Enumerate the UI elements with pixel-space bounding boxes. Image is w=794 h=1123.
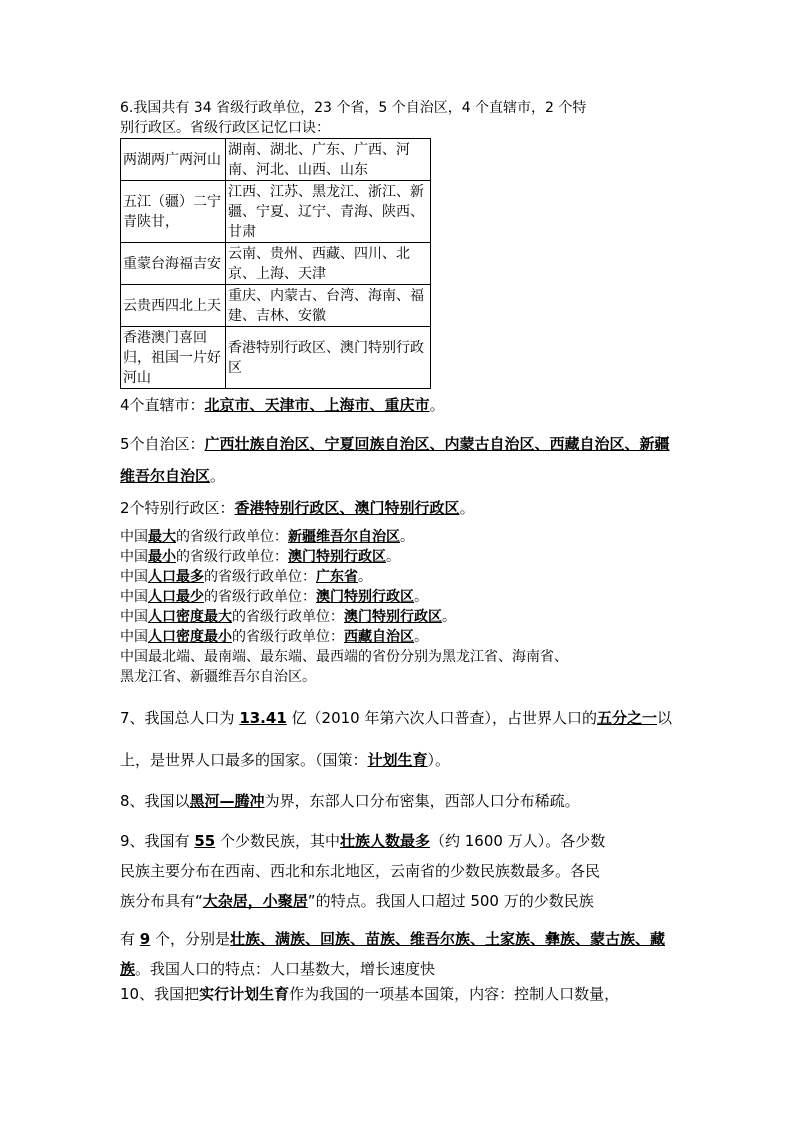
label: 2个特别行政区： xyxy=(120,499,235,517)
province-cell: 湖南、湖北、广东、广西、河南、河北、山西、山东 xyxy=(226,139,431,181)
document-page xyxy=(120,98,680,1005)
province-cell: 香港特别行政区、澳门特别行政区 xyxy=(226,327,431,389)
sar-list: 香港特别行政区、澳门特别行政区 xyxy=(234,499,460,517)
text: ）。 xyxy=(427,751,451,769)
text: 民族主要分布在西南、西北和东北地区，云南省的少数民族数最多。各民 xyxy=(120,862,601,880)
text: （约 1600 万人）。各少数 xyxy=(429,832,606,850)
facts-list xyxy=(120,527,680,687)
text: 中国 xyxy=(120,549,148,565)
text: 中国 xyxy=(120,629,148,645)
keyword: 最大 xyxy=(148,529,176,545)
list-item xyxy=(120,607,680,627)
text: 中国 xyxy=(120,569,148,585)
para-9-cont xyxy=(120,924,680,984)
province-cell: 江西、江苏、黑龙江、浙江、新疆、宁夏、辽宁、青海、陕西、甘肃 xyxy=(226,181,431,243)
municipalities-list: 北京市、天津市、上海市、重庆市 xyxy=(204,396,430,414)
population-value: 13.41 xyxy=(239,709,287,727)
table-row xyxy=(121,181,431,243)
minority-count: 55 xyxy=(194,832,216,850)
answer: 广东省 xyxy=(316,569,358,585)
para-10 xyxy=(120,984,680,1005)
text: 作为我国的一项基本国策，内容：控制人口数量， xyxy=(289,985,620,1003)
para-8 xyxy=(120,791,680,812)
extreme-points-line2: 黑龙江省、新疆维吾尔自治区。 xyxy=(120,669,316,685)
text: 以上，是世界人口最多的国家。（国策： xyxy=(120,709,673,769)
text: 族分布具有“ xyxy=(120,892,203,910)
text: 的省级行政单位： xyxy=(176,529,288,545)
text: 为界，东部人口分布密集，西部人口分布稀疏。 xyxy=(264,792,580,810)
table-row xyxy=(121,139,431,181)
list-item xyxy=(120,627,680,647)
text: 个少数民族，其中 xyxy=(215,832,340,850)
list-item xyxy=(120,527,680,547)
autonomous-regions-list: 广西壮族自治区、宁夏回族自治区、内蒙古自治区、西藏自治区、新疆维吾尔自治区 xyxy=(120,435,670,485)
keyword: 人口密度最大 xyxy=(148,609,232,625)
fraction-part: 分之一 xyxy=(612,709,658,727)
answer: 西藏自治区 xyxy=(344,629,414,645)
punct: 。 xyxy=(414,589,428,605)
punct: 。 xyxy=(400,529,414,545)
ethnic-groups-list: 壮族、满族、回族、苗族、维吾尔族、土家族、彝族、蒙古族、藏族 xyxy=(120,930,666,978)
table-row xyxy=(121,285,431,327)
policy: 实行计划生育 xyxy=(199,985,290,1003)
policy: 计划生育 xyxy=(367,751,428,769)
list-item xyxy=(120,587,680,607)
text: 的省级行政单位： xyxy=(204,589,316,605)
text: 9、我国有 xyxy=(120,832,195,850)
label: 5个自治区： xyxy=(120,435,205,453)
punct: 。 xyxy=(210,467,226,485)
list-item xyxy=(120,567,680,587)
para-6-line1: 6.我国共有 34 省级行政单位，23 个省，5 个自治区，4 个直辖市，2 个特 xyxy=(120,100,587,116)
punct: 。 xyxy=(442,609,456,625)
table-row xyxy=(121,243,431,285)
boundary-line: 黑河—腾冲 xyxy=(189,792,265,810)
mnemonic-table xyxy=(120,138,431,389)
extreme-points-line1: 中国最北端、最南端、最东端、最西端的省份分别为黑龙江省、海南省、 xyxy=(120,649,568,665)
count-9: 9 xyxy=(139,930,151,948)
answer: 澳门特别行政区 xyxy=(288,549,386,565)
para-6-line2: 别行政区。省级行政区记忆口诀： xyxy=(120,120,330,136)
fraction-part: 五 xyxy=(596,709,612,727)
text: 8、我国以 xyxy=(120,792,190,810)
mnemonic-cell: 重蒙台海福吉安 xyxy=(121,243,226,285)
punct: 。 xyxy=(386,549,400,565)
table-row xyxy=(121,327,431,389)
para-7 xyxy=(120,697,680,781)
punct: 。 xyxy=(429,396,445,414)
text: 10、我国把 xyxy=(120,985,200,1003)
autonomous-regions-line xyxy=(120,428,680,492)
text: ”的特点。我国人口超过 500 万的少数民族 xyxy=(307,892,594,910)
para-6 xyxy=(120,98,680,138)
text: 中国 xyxy=(120,609,148,625)
text: 7、我国总人口为 xyxy=(120,709,240,727)
mnemonic-cell: 香港澳门喜回归，祖国一片好河山 xyxy=(121,327,226,389)
answer: 澳门特别行政区 xyxy=(316,589,414,605)
text: 的省级行政单位： xyxy=(232,629,344,645)
list-item xyxy=(120,547,680,567)
text: 的省级行政单位： xyxy=(176,549,288,565)
keyword: 人口密度最小 xyxy=(148,629,232,645)
province-cell: 重庆、内蒙古、台湾、海南、福建、吉林、安徽 xyxy=(226,285,431,327)
keyword: 最小 xyxy=(148,549,176,565)
text: 亿（2010 年第六次人口普查），占世界人口的 xyxy=(286,709,597,727)
answer: 澳门特别行政区 xyxy=(344,609,442,625)
para-9 xyxy=(120,826,680,916)
keyword: 人口最少 xyxy=(148,589,204,605)
mnemonic-cell: 云贵西四北上天 xyxy=(121,285,226,327)
municipalities-line xyxy=(120,395,680,416)
punct: 。 xyxy=(358,569,372,585)
label: 4个直辖市： xyxy=(120,396,205,414)
province-cell: 云南、贵州、西藏、四川、北京、上海、天津 xyxy=(226,243,431,285)
text: 个，分别是 xyxy=(150,930,230,948)
sar-line xyxy=(120,498,680,519)
punct: 。 xyxy=(459,499,475,517)
keyword: 人口最多 xyxy=(148,569,204,585)
distribution-feature: 大杂居，小聚居 xyxy=(202,892,308,910)
mnemonic-cell: 五江（疆）二宁青陕甘， xyxy=(121,181,226,243)
text: 的省级行政单位： xyxy=(232,609,344,625)
text: 中国 xyxy=(120,589,148,605)
mnemonic-cell: 两湖两广两河山 xyxy=(121,139,226,181)
text: 。我国人口的特点：人口基数大，增长速度快 xyxy=(135,960,436,978)
text: 有 xyxy=(120,930,140,948)
punct: 。 xyxy=(414,629,428,645)
text: 的省级行政单位： xyxy=(204,569,316,585)
largest-minority: 壮族人数最多 xyxy=(339,832,430,850)
answer: 新疆维吾尔自治区 xyxy=(288,529,400,545)
text: 中国 xyxy=(120,529,148,545)
